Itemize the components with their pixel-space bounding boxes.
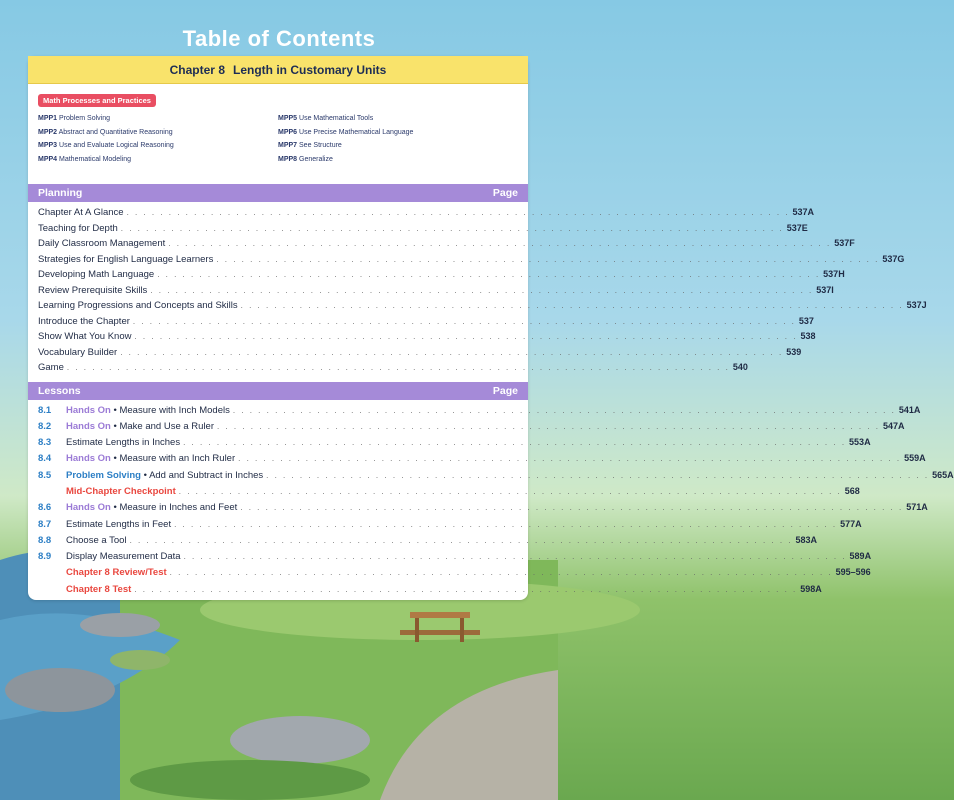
dot-leader: . . . . . . . . . . . . . . . . . . . . . . . . . . . . . . . . . . . . . . . . . . . . . . . . . . . . . . . . . . . . . . . . . . . . . . . . . . . . . . . xyxy=(134,332,798,341)
mpp-item: MPP6 Use Precise Mathematical Language xyxy=(278,128,414,136)
lesson-label xyxy=(66,567,167,578)
page-number: 571A xyxy=(906,502,928,513)
page-number: 537A xyxy=(792,207,815,217)
planning-row[interactable] xyxy=(38,269,845,285)
lesson-label xyxy=(66,421,214,432)
planning-list xyxy=(28,202,927,382)
page-title: Table of Contents xyxy=(182,26,376,51)
lesson-number: 8.8 xyxy=(38,534,52,546)
page-number: 537H xyxy=(823,269,845,279)
lesson-row[interactable] xyxy=(38,583,822,600)
hands-on-tag: Hands On xyxy=(66,502,111,514)
chapter-number: Chapter 8 xyxy=(169,63,225,77)
page-number: 583A xyxy=(795,534,818,545)
lesson-row[interactable] xyxy=(38,518,862,535)
page-number: 541A xyxy=(898,404,921,415)
dot-leader: . . . . . . . . . . . . . . . . . . . . . . . . . . . . . . . . . . . . . . . . . . . . . . . . . . . . . . . . . . . . . . . . . . . . . . . . . . . . . . . xyxy=(266,470,930,480)
planning-label: Show What You Know xyxy=(38,331,132,342)
hands-on-tag: Hands On xyxy=(66,453,111,465)
lesson-row[interactable] xyxy=(38,567,871,583)
lesson-number: 8.5 xyxy=(38,469,52,481)
dot-leader: . . . . . . . . . . . . . . . . . . . . . . . . . . . . . . . . . . . . . . . . . . . . . . . . . . . . . . . . . . . . . . . . . . . . . . . . . . . . . . . xyxy=(232,405,896,415)
lesson-number: 8.2 xyxy=(38,420,52,432)
dot-leader: . . . . . . . . . . . . . . . . . . . . . . . . . . . . . . . . . . . . . . . . . . . . . . . . . . . . . . . . . . . . . . . . . . . . . . . . . . . . . . . xyxy=(174,519,838,529)
chapter-header xyxy=(28,56,528,84)
planning-row[interactable] xyxy=(38,315,814,332)
page-number: 547A xyxy=(882,420,905,431)
page-number: 537F xyxy=(834,238,855,248)
planning-label: Game xyxy=(38,362,64,373)
page-number: 537 xyxy=(798,315,814,326)
planning-label: Developing Math Language xyxy=(38,269,155,280)
page-number: 537J xyxy=(906,300,927,310)
planning-row[interactable] xyxy=(38,362,748,378)
planning-row[interactable] xyxy=(38,222,808,239)
page-number: 589A xyxy=(849,551,872,562)
mpp-right-column xyxy=(278,112,518,166)
lesson-row[interactable] xyxy=(38,404,921,421)
page-number: 538 xyxy=(800,331,816,341)
lesson-row[interactable] xyxy=(38,534,818,551)
dot-leader: . . . . . . . . . . . . . . . . . . . . . . . . . . . . . . . . . . . . . . . . . . . . . . . . . . . . . . . . . . . . . . . . . . . . . . . . . . . . . . . xyxy=(238,454,902,464)
lesson-number: 8.7 xyxy=(38,518,52,530)
dot-leader: . . . . . . . . . . . . . . . . . . . . . . . . . . . . . . . . . . . . . . . . . . . . . . . . . . . . . . . . . . . . . . . . . . . . . . . . . . . . . . . xyxy=(120,347,784,357)
dot-leader: . . . . . . . . . . . . . . . . . . . . . . . . . . . . . . . . . . . . . . . . . . . . . . . . . . . . . . . . . . . . . . . . . . . . . . . . . . . . . . . xyxy=(178,486,842,496)
planning-row[interactable] xyxy=(38,238,855,254)
mpp-item: MPP8 Generalize xyxy=(278,155,333,163)
dot-leader: . . . . . . . . . . . . . . . . . . . . . . . . . . . . . . . . . . . . . . . . . . . . . . . . . . . . . . . . . . . . . . . . . . . . . . . . . . . . . . . xyxy=(134,584,798,594)
bullet: • xyxy=(113,404,117,416)
planning-label: Daily Classroom Management xyxy=(38,238,166,249)
lesson-label xyxy=(66,535,127,546)
lesson-row[interactable] xyxy=(38,502,928,518)
page-number: 565A xyxy=(932,469,954,480)
planning-row[interactable] xyxy=(38,331,816,347)
page-number: 559A xyxy=(904,453,926,464)
lessons-heading: Lessons xyxy=(38,384,81,397)
hands-on-tag: Hands On xyxy=(66,420,111,432)
planning-label: Teaching for Depth xyxy=(38,222,118,234)
planning-header xyxy=(28,184,528,202)
page-number: 577A xyxy=(840,518,862,529)
dot-leader: . . . . . . . . . . . . . . . . . . . . . . . . . . . . . . . . . . . . . . . . . . . . . . . . . . . . . . . . . . . . . . . . . . . . . . . . . . . . . . . xyxy=(217,421,880,431)
lesson-row[interactable] xyxy=(38,420,905,437)
lesson-row[interactable] xyxy=(38,469,954,486)
dot-leader: . . . . . . . . . . . . . . . . . . . . . . . . . . . . . . . . . . . . . . . . . . . . . . . . . . . . . . . . . . . . . . . . . . . . . . . . . . . . . . . xyxy=(183,438,847,448)
lesson-title: Choose a Tool xyxy=(66,534,127,546)
planning-row[interactable] xyxy=(38,207,815,223)
chapter-title: Length in Customary Units xyxy=(233,63,387,77)
page-number: 568 xyxy=(844,485,860,496)
planning-label: Strategies for English Language Learners xyxy=(38,253,214,265)
dot-leader: . . . . . . . . . . . . . . . . . . . . . . . . . . . . . . . . . . . . . . . . . . . . . . . . . . . . . . . . . . . . . . . . . . . . . . . . . . . . . . . xyxy=(126,208,790,217)
lesson-title: Measure with Inch Models xyxy=(119,404,230,416)
dot-leader: . . . . . . . . . . . . . . . . . . . . . . . . . . . . . . . . . . . . . . . . . . . . . . . . . . . . . . . . . . . . . . . . . . . . . . . . . . . . . . . xyxy=(129,535,793,545)
lesson-title: Display Measurement Data xyxy=(66,551,181,563)
mpp-left-column xyxy=(38,112,278,166)
lesson-label xyxy=(66,502,237,513)
bullet: • xyxy=(113,453,117,465)
lesson-label xyxy=(66,519,171,530)
lesson-number: 8.9 xyxy=(38,551,52,563)
lessons-list xyxy=(28,400,954,605)
mpp-item: MPP5 Use Mathematical Tools xyxy=(278,115,374,122)
page-number: 595–596 xyxy=(835,567,871,578)
mpp-item: MPP1 Problem Solving xyxy=(38,115,110,122)
lesson-title: Make and Use a Ruler xyxy=(119,420,215,432)
lesson-title: Estimate Lengths in Feet xyxy=(66,518,172,530)
planning-row[interactable] xyxy=(38,300,927,316)
mpp-item: MPP7 See Structure xyxy=(278,142,342,149)
lesson-number: 8.4 xyxy=(38,453,52,465)
lesson-label xyxy=(66,486,176,497)
page-number: 539 xyxy=(786,346,802,357)
lesson-title: Measure in Inches and Feet xyxy=(119,502,238,514)
planning-label: Vocabulary Builder xyxy=(38,346,118,358)
lesson-title: Mid-Chapter Checkpoint xyxy=(66,485,176,497)
hands-on-tag: Hands On xyxy=(66,404,111,416)
dot-leader: . . . . . . . . . . . . . . . . . . . . . . . . . . . . . . . . . . . . . . . . . . . . . . . . . . . . . . . . . . . . . . . . . . . . . . . . . . . . . . . xyxy=(157,270,821,279)
dot-leader: . . . . . . . . . . . . . . . . . . . . . . . . . . . . . . . . . . . . . . . . . . . . . . . . . . . . . . . . . . . . . . . . . . . . . . . . . . . . . . . xyxy=(150,285,814,295)
bullet: • xyxy=(113,502,117,514)
dot-leader: . . . . . . . . . . . . . . . . . . . . . . . . . . . . . . . . . . . . . . . . . . . . . . . . . . . . . . . . . . . . . . . . . . . . . . . . . . . . . . . xyxy=(183,552,847,562)
dot-leader: . . . . . . . . . . . . . . . . . . . . . . . . . . . . . . . . . . . . . . . . . . . . . . . . . . . . . . . . . . . . . . . . . . . . . . . . . . . . . . . xyxy=(169,568,833,578)
page-number: 537I xyxy=(816,284,834,295)
math-processes-badge: Math Processes and Practices xyxy=(38,94,156,107)
page-number: 537E xyxy=(786,222,808,233)
lesson-number: 8.3 xyxy=(38,437,52,449)
bullet: • xyxy=(113,420,117,432)
lesson-label xyxy=(66,470,263,481)
lesson-title: Chapter 8 Test xyxy=(66,583,132,595)
table-of-contents-panel xyxy=(28,56,954,600)
dot-leader: . . . . . . . . . . . . . . . . . . . . . . . . . . . . . . . . . . . . . . . . . . . . . . . . . . . . . . . . . . . . . . . . . . . . . . . . . . . . . . . xyxy=(240,301,904,310)
dot-leader: . . . . . . . . . . . . . . . . . . . . . . . . . . . . . . . . . . . . . . . . . . . . . . . . . . . . . . . . . . . . . . . . . . . . . . . . . . . . . . . xyxy=(168,239,832,248)
dot-leader: . . . . . . . . . . . . . . . . . . . . . . . . . . . . . . . . . . . . . . . . . . . . . . . . . . . . . . . . . . . . . . . . . . . . . . . . . . . . . . . xyxy=(216,254,880,264)
bullet: • xyxy=(143,469,147,481)
dot-leader: . . . . . . . . . . . . . . . . . . . . . . . . . . . . . . . . . . . . . . . . . . . . . . . . . . . . . . . . . . . . . . . . . . . . . . . . . . . . . . . xyxy=(132,316,796,326)
dot-leader: . . . . . . . . . . . . . . . . . . . . . . . . . . . . . . . . . . . . . . . . . . . . . . . . . . . . . . . . . . . . . . . . . . . . . . . . . . . . . . . xyxy=(120,223,784,233)
planning-label: Learning Progressions and Concepts and Skills xyxy=(38,300,238,311)
page-number: 540 xyxy=(732,362,748,372)
lesson-title: Chapter 8 Review/Test xyxy=(66,567,167,579)
planning-row[interactable] xyxy=(38,284,834,301)
lesson-label xyxy=(66,405,230,416)
lesson-row[interactable] xyxy=(38,437,871,453)
lessons-page-heading: Page xyxy=(492,384,518,397)
planning-heading: Planning xyxy=(38,187,83,199)
lesson-row[interactable] xyxy=(38,485,860,502)
lessons-header xyxy=(28,382,528,400)
lesson-title: Measure with an Inch Ruler xyxy=(119,453,236,465)
planning-label: Introduce the Chapter xyxy=(38,315,130,327)
dot-leader: . . . . . . . . . . . . . . . . . . . . . . . . . . . . . . . . . . . . . . . . . . . . . . . . . . . . . . . . . . . . . . . . . . . . . . . . . . . . . . . xyxy=(66,363,730,372)
page-number: 598A xyxy=(800,583,822,594)
lesson-label xyxy=(66,584,131,595)
math-processes-section xyxy=(28,84,528,184)
planning-row[interactable] xyxy=(38,253,905,270)
lesson-title: Add and Subtract in Inches xyxy=(149,469,264,481)
planning-row[interactable] xyxy=(38,346,802,363)
planning-label: Chapter At A Glance xyxy=(38,207,124,218)
lesson-title: Estimate Lengths in Inches xyxy=(66,437,181,449)
lesson-label xyxy=(66,437,180,448)
lesson-number: 8.6 xyxy=(38,502,52,514)
lesson-label xyxy=(66,551,181,562)
planning-label: Review Prerequisite Skills xyxy=(38,284,148,296)
mpp-item: MPP3 Use and Evaluate Logical Reasoning xyxy=(38,142,174,149)
mpp-item: MPP4 Mathematical Modeling xyxy=(38,155,131,163)
lesson-number: 8.1 xyxy=(38,404,52,416)
dot-leader: . . . . . . . . . . . . . . . . . . . . . . . . . . . . . . . . . . . . . . . . . . . . . . . . . . . . . . . . . . . . . . . . . . . . . . . . . . . . . . . xyxy=(240,503,904,513)
lesson-row[interactable] xyxy=(38,551,872,567)
page-number: 553A xyxy=(849,437,871,448)
planning-page-heading: Page xyxy=(492,187,518,199)
problem-solving-tag: Problem Solving xyxy=(66,469,141,481)
page-number: 537G xyxy=(882,253,905,264)
mpp-item: MPP2 Abstract and Quantitative Reasoning xyxy=(38,128,173,136)
lesson-row[interactable] xyxy=(38,453,926,469)
lesson-label xyxy=(66,453,235,464)
